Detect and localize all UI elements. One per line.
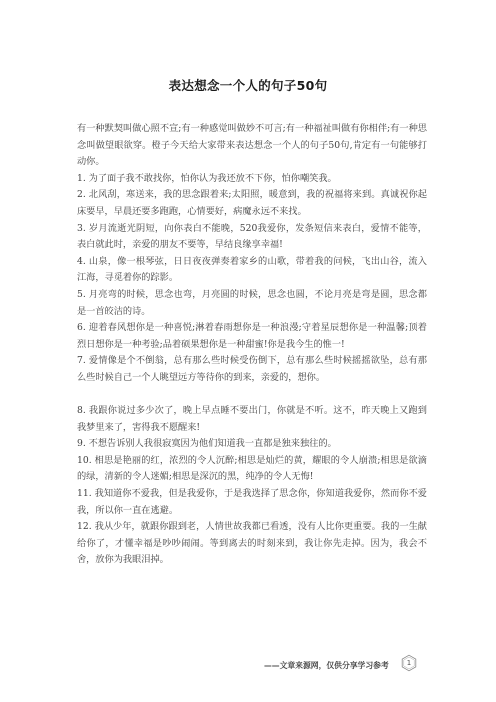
list-item-12: 12. 我从少年，就跟你跟到老，人情世故我都已看透，没有人比你更重要。我的一生献给你了，才懂幸福是吵吵闹闹。等到离去的时刻来到，我让你先走掉。因为，我会不舍，放你为我眼泪掉。	[77, 521, 427, 566]
document-body	[77, 121, 427, 569]
list-item-9: 9. 不想告诉别人我很寂寞因为他们知道我一直都是独来独往的。	[77, 438, 337, 450]
list-item-6: 6. 迎着春风想你是一种喜悦;淋着春雨想你是一种浪漫;守着星辰想你是一种温馨;顶着烈日想你是一种考验;品着硕果想你是一种甜蜜!你是我今生的惟一!	[77, 322, 427, 350]
list-item-4: 4. 山泉，像一根琴弦，日日夜夜弹奏着家乡的山歌，带着我的问候，飞出山谷，流入江海，寻觅着你的踪影。	[77, 255, 427, 284]
list-item-8: 8. 我跟你说过多少次了，晚上早点睡不要出门，你就是不听。这不，昨天晚上又跑到我梦里来了，害得我不愿醒来!	[77, 405, 427, 433]
list-item-5: 5. 月亮弯的时候，思念也弯，月亮圆的时候，思念也圆，不论月亮是弯是圆，思念都是一首皎洁的诗。	[77, 288, 427, 317]
page-number-badge	[400, 654, 418, 672]
list-item-10: 10. 相思是艳丽的红，浓烈的令人沉醉;相思是灿烂的黄，耀眼的令人崩溃;相思是欲滴的绿，清新的令人迷媚;相思是深沉的黑，纯净的令人无悔!	[77, 454, 427, 483]
list-item-7: 7. 爱情像是个不倒翁，总有那么些时候受伤倒下，总有那么些时候摇摇欲坠，总有那么些时候自己一个人眺望远方等待你的到来，亲爱的，想你。	[77, 355, 427, 383]
source-footer: ——文章来源网，仅供分享学习参考	[264, 661, 389, 670]
list-item-2: 2. 北风刮，寒送来，我的思念跟着来;太阳照，暖意到，我的祝福将来到。真诚祝你起床要早，早晨还要多跑跑，心情要好，病魔永远不来找。	[77, 189, 427, 217]
document-title: 表达想念一个人的句子50句	[168, 78, 328, 93]
list-item-3: 3. 岁月流逝光阴短，向你表白不能晚，520我爱你，发条短信来表白，爱情不能等，表白就此时，亲爱的朋友不要等，早结良缘享幸福!	[77, 222, 427, 251]
list-item-11: 11. 我知道你不爱我，但是我爱你，于是我选择了思念你，你知道我爱你，然而你不爱我，所以你一直在逃避。	[77, 488, 427, 516]
intro-paragraph: 有一种默契叫做心照不宣;有一种感觉叫做妙不可言;有一种福祉叫做有你相伴;有一种思念叫做望眼欲穿。橙子今天给大家带来表达想念一个人的句子50句,肯定有一句能够打动你。	[77, 123, 427, 168]
page-number: 1	[406, 659, 412, 667]
list-item-1: 1. 为了面子我不敢找你，怕你认为我还放不下你，怕你嘲笑我。	[77, 172, 337, 184]
